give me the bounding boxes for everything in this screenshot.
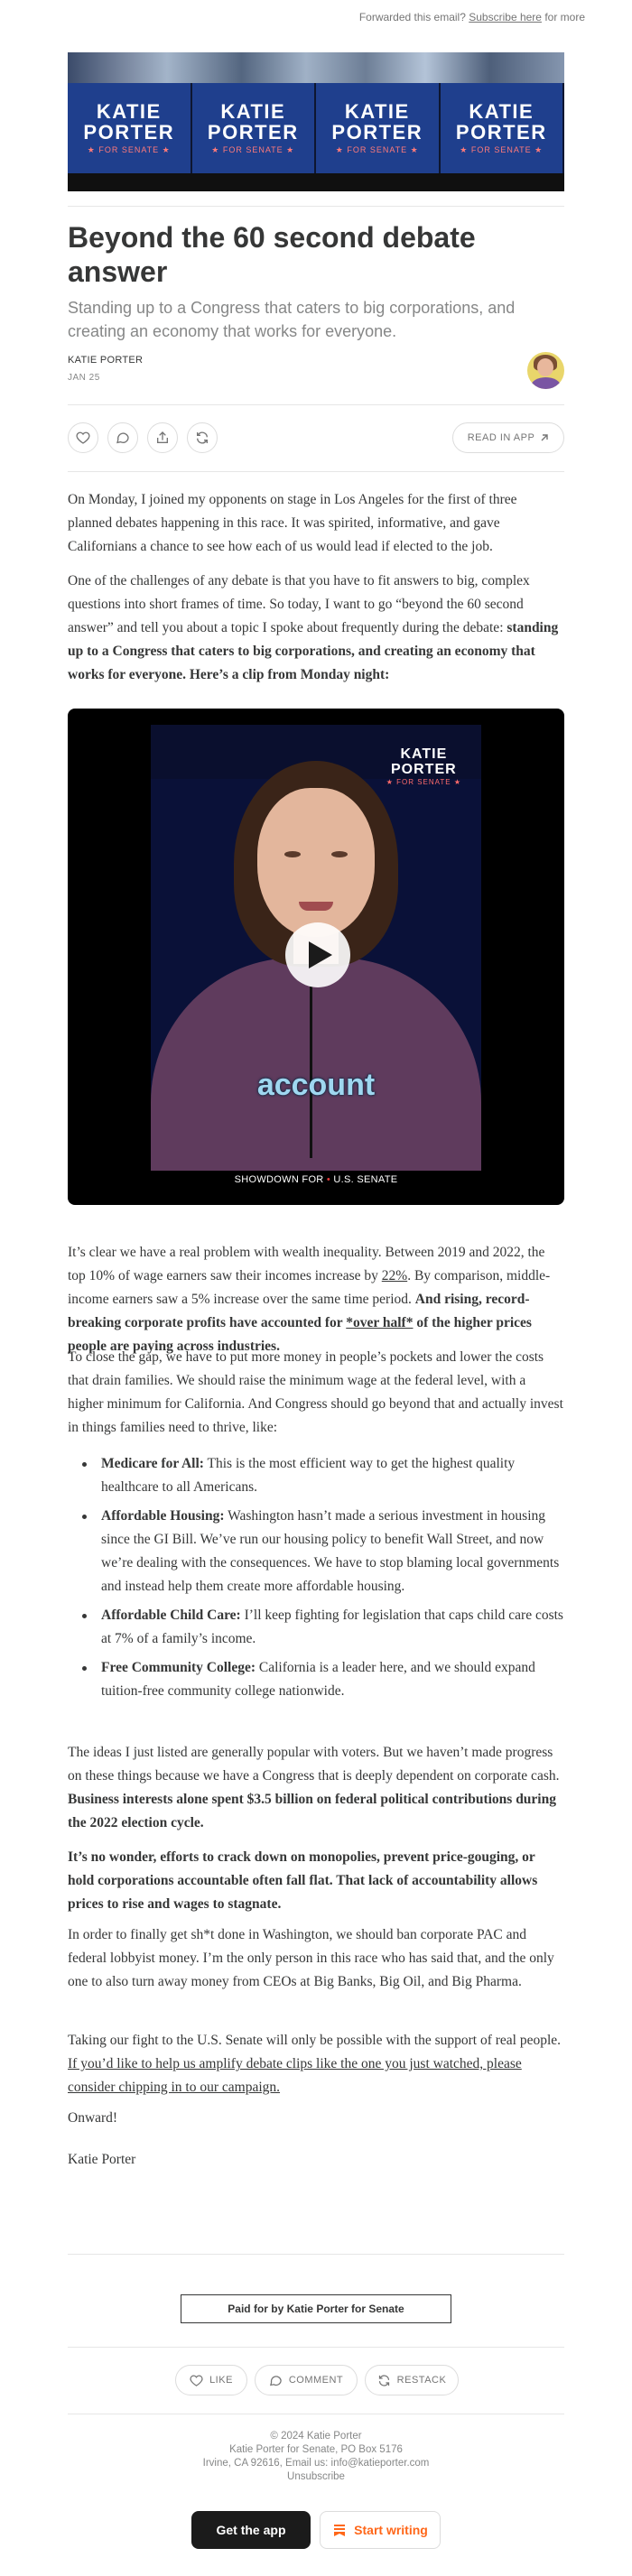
author-avatar[interactable] bbox=[527, 352, 564, 389]
arrow-up-right-icon bbox=[540, 433, 549, 442]
divider bbox=[68, 2254, 564, 2255]
substack-icon bbox=[332, 2523, 347, 2537]
hero-banners bbox=[68, 83, 564, 173]
get-app-button[interactable]: Get the app bbox=[191, 2511, 311, 2549]
list-item-head: Free Community College: bbox=[101, 1660, 256, 1675]
list-item bbox=[68, 1505, 564, 1598]
paragraph bbox=[68, 1241, 564, 1358]
banner-line1: KATIE bbox=[469, 99, 534, 123]
like-button[interactable] bbox=[68, 422, 98, 453]
like-button-bottom[interactable] bbox=[175, 2365, 247, 2395]
paragraph: In order to finally get sh*t done in Washington, we should ban corporate PAC and federal lobbyist money. I’m the only person in this race who has said that, and the only one to also turn away money from CEOs at Big Banks, Big Oil, and Big Pharma. bbox=[68, 1927, 554, 1989]
list-item bbox=[68, 1656, 564, 1703]
footer-address: Katie Porter for Senate, PO Box 5176 bbox=[229, 2444, 403, 2455]
restack-icon bbox=[195, 431, 209, 445]
read-in-app-button[interactable] bbox=[452, 422, 564, 453]
paragraph bbox=[68, 2029, 564, 2099]
paragraph: Onward! bbox=[68, 2110, 118, 2126]
paragraph: To close the gap, we have to put more money in people’s pockets and lower the costs that drain families. We should raise the minimum wage at the federal level, with a higher minimum for California. And Congress should go beyond that and actually invest in things families need to thrive, like: bbox=[68, 1349, 563, 1435]
post-title[interactable]: Beyond the 60 second debate answer bbox=[68, 221, 476, 288]
divider bbox=[68, 471, 564, 472]
play-button[interactable] bbox=[285, 922, 350, 987]
video-caption: account bbox=[256, 1068, 376, 1102]
banner-line1: KATIE bbox=[220, 99, 286, 123]
paragraph-text: The ideas I just listed are generally popular with voters. But we haven’t made progress on these things because we have a Congress that is deeply dependent on corporate cash. bbox=[68, 1745, 560, 1784]
post-author[interactable]: KATIE PORTER bbox=[68, 355, 144, 366]
paragraph-bold: It’s no wonder, efforts to crack down on monopolies, prevent price-gouging, or hold corporations accountable often fall flat. That lack of accountability allows prices to rise and wages to stagnate. bbox=[68, 1849, 538, 1912]
comment-button[interactable] bbox=[107, 422, 138, 453]
heart-icon bbox=[190, 2374, 203, 2387]
lower-third-text-2: U.S. SENATE bbox=[333, 1174, 398, 1185]
share-icon bbox=[155, 431, 170, 445]
start-writing-label: Start writing bbox=[354, 2523, 428, 2537]
donate-link[interactable]: If you’d like to help us amplify debate clips like the one you just watched, please consider chipping in to our campaign. bbox=[68, 2056, 522, 2095]
avatar-face bbox=[537, 358, 553, 376]
start-writing-button[interactable] bbox=[320, 2511, 441, 2549]
source-link[interactable]: *over half* bbox=[346, 1315, 414, 1330]
lower-third-dot: • bbox=[323, 1174, 334, 1185]
comment-icon bbox=[116, 431, 130, 445]
hero-backdrop bbox=[68, 52, 564, 83]
paragraph-text: One of the challenges of any debate is that you have to fit answers to big, complex questions into short frames of time. So today, I want to go “beyond the 60 second answer” and tell you about a topic I spoke about frequently during the debate: bbox=[68, 573, 530, 635]
share-button[interactable] bbox=[147, 422, 178, 453]
comment-label: COMMENT bbox=[288, 2375, 344, 2386]
banner-line3: ★ FOR SENATE ★ bbox=[460, 144, 544, 154]
paragraph-text: It’s clear we have a real problem with wealth inequality. Between 2019 and 2022, the top 10% of wage earners saw their incomes increase by bbox=[68, 1245, 545, 1283]
hero-stage bbox=[68, 173, 564, 191]
video-lower-third bbox=[151, 1171, 481, 1189]
comment-button-bottom[interactable] bbox=[255, 2365, 358, 2395]
avatar-body bbox=[531, 377, 561, 389]
subscribe-link[interactable]: Subscribe here bbox=[469, 11, 542, 23]
hero-image bbox=[68, 52, 564, 191]
footer-copyright: © 2024 Katie Porter bbox=[270, 2431, 362, 2442]
list-item bbox=[68, 1452, 564, 1499]
play-icon bbox=[309, 941, 332, 968]
video-speaker-face bbox=[257, 788, 375, 937]
paid-for-notice: Paid for by Katie Porter for Senate bbox=[181, 2294, 451, 2323]
heart-icon bbox=[76, 431, 90, 445]
banner-line3: ★ FOR SENATE ★ bbox=[335, 144, 419, 154]
list-item-text: Washington hasn’t made a serious investment in housing since the GI Bill. We’ve run our housing policy to benefit Wall Street, and now we’re dealing with the consequences. We have to stop blaming local governments and instead help them create more affordable housing. bbox=[101, 1508, 560, 1594]
video-speaker-eye bbox=[284, 851, 301, 857]
list-item-text: This is the most efficient way to get the highest quality healthcare to all Americans. bbox=[101, 1456, 516, 1495]
paragraph-bold: And rising, record-breaking corporate profits have accounted for bbox=[68, 1292, 530, 1330]
divider bbox=[68, 2347, 564, 2348]
list-item-head: Affordable Housing: bbox=[101, 1508, 225, 1524]
forward-notice bbox=[359, 11, 585, 23]
restack-icon bbox=[377, 2374, 391, 2387]
policy-list bbox=[68, 1452, 564, 1709]
read-in-app-label: READ IN APP bbox=[467, 432, 535, 443]
banner-line3: ★ FOR SENATE ★ bbox=[87, 144, 171, 154]
video-brand bbox=[386, 746, 461, 788]
video-brand-line3: ★ FOR SENATE ★ bbox=[386, 778, 461, 786]
lower-third-text: SHOWDOWN FOR bbox=[234, 1174, 324, 1185]
list-item-head: Affordable Child Care: bbox=[101, 1608, 241, 1623]
paragraph bbox=[68, 570, 564, 687]
paragraph-text: . By comparison, middle-income earners saw a 5% increase over the same time period. bbox=[68, 1268, 551, 1307]
comment-icon bbox=[269, 2374, 283, 2387]
paragraph: On Monday, I joined my opponents on stage in Los Angeles for the first of three planned debates happening in this race. It was spirited, informative, and gave Californians a chance to see how each of us would lead if elected to the job. bbox=[68, 492, 517, 554]
restack-label: RESTACK bbox=[396, 2375, 447, 2386]
paragraph-bold: standing up to a Congress that caters to big corporations, and creating an economy that works for everyone. Here’s a clip from Monday night: bbox=[68, 620, 559, 682]
banner-line2: PORTER bbox=[83, 120, 175, 144]
footer bbox=[68, 2430, 564, 2484]
hero-banner bbox=[441, 83, 565, 173]
paragraph-bold: Business interests alone spent $3.5 billion on federal political contributions during the 2022 election cycle. bbox=[68, 1792, 556, 1830]
list-item bbox=[68, 1604, 564, 1651]
restack-button[interactable] bbox=[187, 422, 218, 453]
list-item-text: I’ll keep fighting for legislation that caps child care costs at 7% of a family’s income. bbox=[101, 1608, 563, 1646]
banner-line1: KATIE bbox=[96, 99, 162, 123]
banner-line2: PORTER bbox=[331, 120, 423, 144]
paragraph-text: Taking our fight to the U.S. Senate will only be possible with the support of real people. bbox=[68, 2033, 562, 2048]
video-player[interactable] bbox=[68, 709, 564, 1205]
banner-line1: KATIE bbox=[344, 99, 410, 123]
divider bbox=[68, 206, 564, 207]
restack-button-bottom[interactable] bbox=[365, 2365, 459, 2395]
unsubscribe-link[interactable]: Unsubscribe bbox=[287, 2471, 345, 2482]
list-item-text: California is a leader here, and we should expand tuition-free community college nationwide. bbox=[101, 1660, 535, 1699]
video-brand-line1: KATIE bbox=[400, 746, 448, 762]
post-date: JAN 25 bbox=[68, 373, 100, 383]
paragraph-bold: of the higher prices people are paying across industries. bbox=[68, 1315, 532, 1354]
like-label: LIKE bbox=[209, 2375, 233, 2386]
banner-line3: ★ FOR SENATE ★ bbox=[211, 144, 295, 154]
video-brand-line2: PORTER bbox=[391, 762, 457, 777]
forward-text: Forwarded this email? bbox=[358, 11, 466, 23]
post-actions bbox=[68, 419, 564, 457]
list-item-head: Medicare for All: bbox=[101, 1456, 204, 1471]
video-speaker-mouth bbox=[299, 902, 333, 911]
banner-line2: PORTER bbox=[455, 120, 547, 144]
hero-banner bbox=[192, 83, 317, 173]
footer-contact: Irvine, CA 92616, Email us: info@katieporter.com bbox=[202, 2458, 430, 2469]
paragraph bbox=[68, 1741, 564, 1835]
hero-banner bbox=[68, 83, 192, 173]
source-link[interactable]: 22% bbox=[381, 1268, 408, 1283]
video-speaker-eye bbox=[331, 851, 348, 857]
forward-suffix: for more bbox=[544, 11, 585, 23]
hero-banner bbox=[316, 83, 441, 173]
signature: Katie Porter bbox=[68, 2152, 136, 2167]
divider bbox=[68, 404, 564, 405]
post-subtitle: Standing up to a Congress that caters to big corporations, and creating an economy that works for everyone. bbox=[68, 299, 516, 340]
banner-line2: PORTER bbox=[207, 120, 299, 144]
